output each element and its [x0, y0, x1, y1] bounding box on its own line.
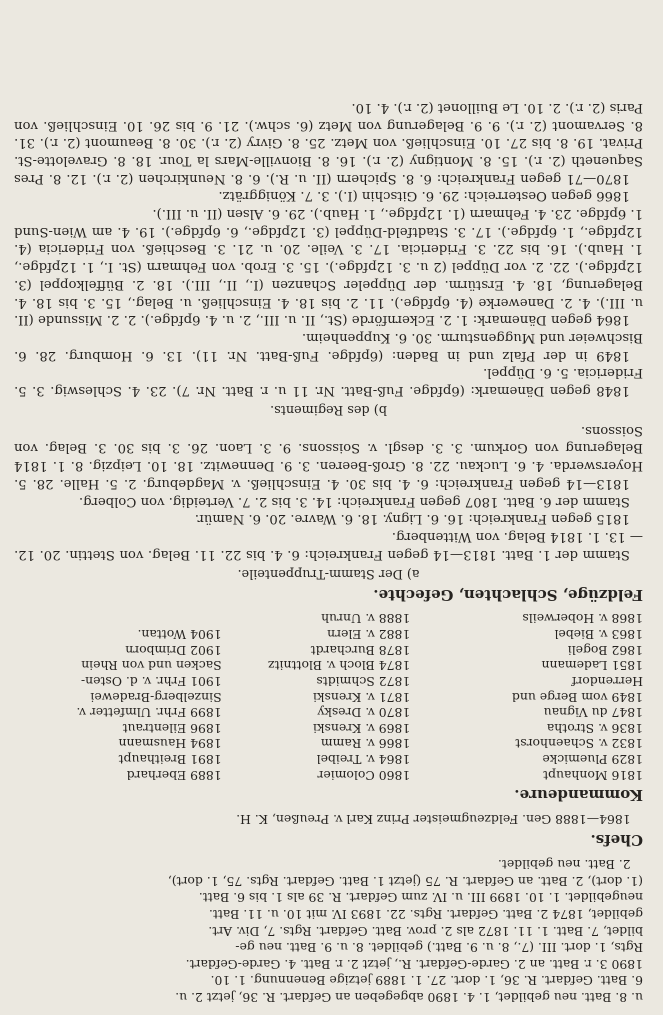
kommandeur-entry: 1888 v. Unruh: [321, 611, 411, 627]
campaign-paragraph: 1849 in der Pfalz und in Baden: (6pfdge. Fuß-Batt. Nr. 11). 13. 6. Homburg. 28. 6. Bischweier und Muggensturm. 30. 6. Kuppenheim.: [14, 329, 643, 363]
intro-line: 1890 3. r. Batt. an 2. Garde-Gefdart. R., jetzt 2. r. Batt. 4. Garde-Gefdart.: [185, 956, 643, 972]
kommandeur-entry: 1862 Bogeli: [567, 642, 643, 658]
kommandeur-entry: 1847 du Vignau: [543, 705, 643, 721]
kommandeur-entry: 1878 Burchardt: [310, 642, 411, 658]
feldzuege-heading: Feldzüge, Schlachten, Gefechte.: [373, 585, 643, 604]
kommandeure-heading: Kommandeure.: [514, 785, 643, 804]
intro-line: u. 8. Batt. neu gebildet, 1. 4. 1890 abgegeben an Gefdart. R. 36, jetzt 2. u.: [175, 990, 643, 1005]
kommandeur-entry: Sacken und von Rhein: [81, 658, 222, 674]
kommandeur-entry: 1889 Eberhard: [126, 767, 222, 783]
kommandeur-entry: 1864 v. Treibel: [316, 752, 411, 768]
kommandeur-entry: 1902 Drimborn: [125, 642, 222, 658]
campaign-paragraph: 1815 gegen Frankreich: 16. 6. Ligny. 18. 6. Wavre. 20. 6. Namür.: [194, 511, 630, 527]
kommandeur-entry: 1894 Hausmann: [118, 736, 222, 752]
kommandeur-entry: Herrendorf: [571, 673, 643, 689]
kommandeur-entry: 1832 v. Schaenhorst: [515, 736, 643, 752]
section-b-heading: b) des Regiments.: [270, 402, 387, 418]
kommandeur-entry: 1829 Pluemicke: [542, 752, 643, 768]
kommandeur-entry: 1816 Monhaupt: [543, 767, 643, 783]
chef-entry: 1864—1888 Gen. Feldzeugmeister Prinz Karl v. Preußen, K. H.: [236, 812, 631, 828]
kommandeur-entry: 1882 v. Elern: [327, 627, 411, 643]
campaign-paragraph: 1864 gegen Dänemark: 1. 2. Eckernförde (St., II. u. III., 2. u. 4. 6pfdge.). 2. 2. Missunde (II. u. III.). 4. 2. Danewerke (4. 6pfdge.). 11. 2. bis 18. 4. Einschließ. u. Belag., 15. 3. bis 18. 4. Belagerung, 18. 4. Erstürm. der Düppeler Schanzen (I., II., III.). 18. 2. Büffelkoppel (3. 12pfdge.). 22. 2. vor Düppel (2 u. 3. 12pfdge.). 15. 3. Erob. von Fehmarn (St. I., 1. 12pfdge., 1. Haub.). 16. bis 22. 3. Fridericia. 17. 3. Veile. 20. u. 21. 3. Beschieß. von Fridericia (4. 12pfdge., 1. 6pfdge.). 17. 3. Stadtfeld-Düppel (3. 12pfdge., 6. 6pfdge.). 19. 4. am Wien-Sund 1. 6pfdge. 23. 4. Fehmarn (1. 12pfdge., 1. Haub.). 29. 6. Alsen (II. u. III.).: [14, 206, 643, 328]
intro-line: Rgts, 1. dort. III. (7., 8. u. 9. Batt.) gebildet. 8. u. 9. Batt. neu ge-: [235, 940, 643, 956]
campaign-paragraph: Stamm der 1. Batt. 1813—14 gegen Frankreich: 6. 4. bis 22. 11. Belag. von Stettin. 20. 12. — 13. 1. 1814 Belag. von Wittenberg.: [14, 528, 643, 562]
kommandeur-entry: 1891 Breithaupt: [118, 752, 222, 768]
intro-line: gebildet, 1874 2. Batt. Gefdart. Rgts. 22. 1893 IV. mit 10. u. 11. Batt.: [208, 906, 643, 922]
intro-block: [14, 856, 643, 1005]
kommandeur-entry: 1836 v. Strotha: [546, 720, 643, 736]
kommandeur-entry: 1871 v. Krenski: [313, 689, 411, 705]
kommandeure-table: [14, 611, 643, 783]
kommandeur-entry: 1869 v. Krenski: [313, 720, 411, 736]
kommandeur-entry: 1851 Lademann: [541, 658, 643, 674]
intro-line: 6. Batt. Gefdart. R. 36, 1. dort. 27. 1. 1889 jetzige Benennung. 1. 10.: [210, 973, 643, 989]
kommandeur-entry: 1872 Schmidts: [316, 673, 411, 689]
kommandeur-entry: 1863 v. Biebel: [554, 627, 643, 643]
kommandeur-entry: 1904 Wottan.: [137, 627, 222, 643]
kommandeur-entry: 1896 Eilentraut: [122, 720, 222, 736]
intro-line: bildet, 7. Batt. 1. 11. 1872 als 2. prov. Batt. Gefdart. Rgts. 7, Div. Art.: [208, 923, 643, 939]
intro-line: (1. dort), 2. Batt. an Gefdart. R. 75 (jetzt 1. Batt. Gefdart. Rgts. 75, 1. dort),: [167, 873, 643, 889]
kommandeur-entry: 1870 v. Dresky: [317, 705, 411, 721]
section-a-heading: a) Der Stamm-Truppenteile.: [237, 565, 420, 581]
intro-line: 2. Batt. neu gebildet.: [497, 857, 631, 873]
kommandeur-entry: 1860 Colomier: [317, 767, 411, 783]
kommandeur-entry: 1868 v. Hoberweils: [522, 611, 643, 627]
campaign-paragraph: 1870—71 gegen Frankreich: 6. 8. Spichern (II. u. R.). 6. 8. Neunkirchen (2. r.). 12. 8. Pres Saqueneth (2. r.). 15. 8. Montigny (2. r.). 16. 8. Bionville-Mars la Tour. 18. 8. Gravelotte-St. Privat. 19. 8. bis 27. 10. Einschließ. von Metz. 25. 8. Givry (2. r.). 30. 8. Beaumont (2. r.). 31. 8. Servamont (2. r.). 9. 9. Belagerung von Metz (6. schw.). 21. 9. bis 26. 10. Einschließ. von Paris (2. r.). 2. 10. Le Buillonet (2. r.). 4. 10.: [14, 99, 643, 186]
kommandeur-entry: Sinzelberg-Bradewei: [90, 689, 222, 705]
campaign-paragraph: 1848 gegen Dänemark: (6pfdge. Fuß-Batt. Nr. 11 u. r. Batt. Nr. 7). 23. 4. Schleswig. 3. 5. Fridericia. 5. 6. Düppel.: [14, 365, 643, 398]
intro-line: neugebildet. 1. 10. 1899 III. u. IV. zum Gefdart. R. 39 als 1. bis 6. Batt.: [198, 890, 643, 906]
campaign-paragraph: 1866 gegen Oesterreich: 29. 6. Gitschin (I.). 3. 7. Königgrätz.: [218, 188, 630, 204]
kommandeur-entry: 1901 Frhr. v. d. Osten-: [80, 673, 222, 689]
chefs-heading: Chefs.: [590, 830, 643, 849]
kommandeur-entry: 1866 v. Ramm: [320, 736, 411, 752]
campaign-paragraph: 1813—14 gegen Frankreich: 6. 4. bis 30. 4. Einschließ. v. Magdeburg. 2. 5. Halle. 28. 5. Hoyerswerda. 4. 6. Luckau. 22. 8. Groß-Beeren. 3. 9. Dennewitz. 18. 10. Leipzig. 8. 1. 1814 Belagerung von Gorkum. 3. 3. desgl. v. Soissons. 9. 3. Laon. 26. 3. bis 30. 3. Belag. von Soissons.: [14, 422, 643, 491]
kommandeur-entry: 1874 Bloch v. Blottnitz: [268, 658, 411, 674]
campaign-paragraph: Stamm der 6. Batt. 1807 gegen Frankreich: 14. 3. bis 2. 7. Verteidig. von Colberg.: [78, 493, 630, 509]
kommandeur-entry: 1899 Frhr. Ulmfetter v.: [76, 705, 222, 721]
kommandeur-entry: 1849 vom Berge und: [511, 689, 643, 705]
